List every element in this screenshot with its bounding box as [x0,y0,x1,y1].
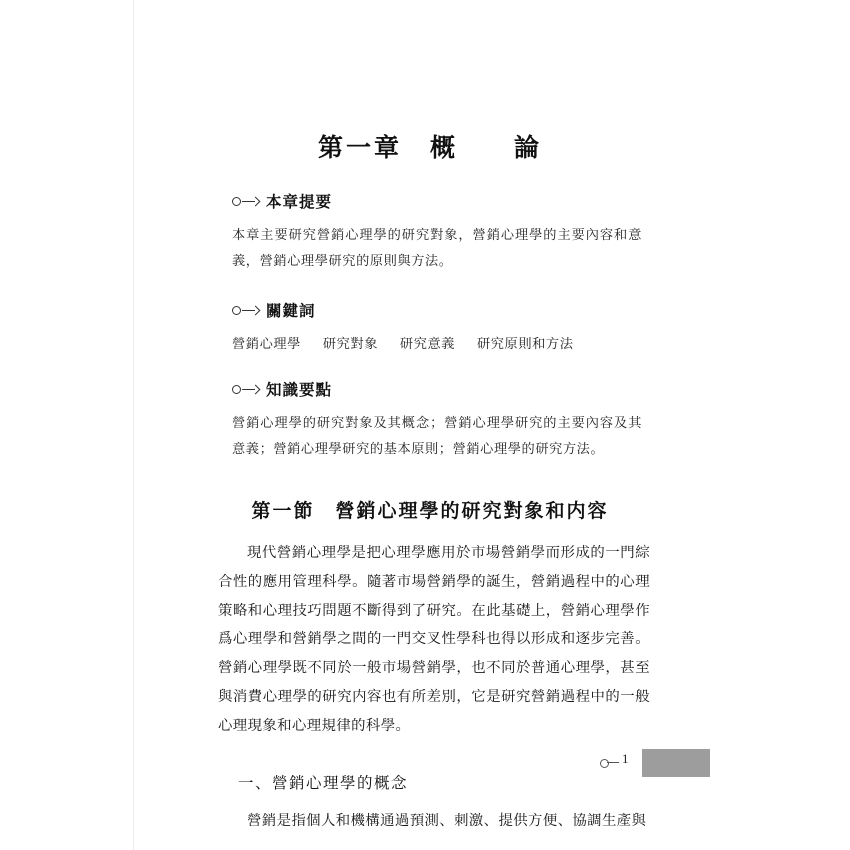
section-marker-label: 知識要點 [266,382,333,400]
keyword-item: 研究意義 [399,336,456,352]
page-number: 1 [622,751,629,766]
footer-rule-line [607,762,619,763]
section-marker-knowledge-points [232,378,710,400]
footer-dot-icon [600,759,609,768]
sub-heading: 一、營銷心理學的概念 [238,774,409,792]
section-marker-label: 本章提要 [266,194,333,211]
section-marker-keywords [232,299,710,321]
arrow-bullet-icon [232,197,259,206]
keyword-item: 研究對象 [322,336,378,352]
chapter-title: 第一章 概 論 [317,135,542,162]
arrow-bullet-icon [232,306,259,315]
page-content [150,0,710,850]
section-marker-summary [232,190,710,212]
page-footer [600,748,720,778]
body-paragraph-2: 營銷是指個人和機構通過預測、刺激、提供方便、協調生產與 [247,812,647,829]
footer-decorative-block [642,749,710,777]
body-paragraph: 現代營銷心理學是把心理學應用於市場營銷學而形成的一門綜合性的應用管理科學。隨著市場營銷學的誕生，營銷過程中的心理策略和心理技巧問題不斷得到了研究。在此基礎上，營銷心理學作爲心理學和營銷學之間的一門交叉性學科也得以形成和逐步完善。營銷心理學既不同於一般市場營銷學，也不同於普通心理學，甚至與消費心理學的研究内容也有所差別，它是研究營銷過程中的一般心理現象和心理規律的科學。 [218,544,650,734]
keyword-item: 營銷心理學 [232,336,301,352]
keyword-item: 研究原則和方法 [476,336,574,352]
summary-paragraph: 本章主要研究營銷心理學的研究對象，營銷心理學的主要內容和意義，營銷心理學研究的原則與方法。 [232,227,642,268]
knowledge-points-paragraph: 營銷心理學的研究對象及其概念；營銷心理學研究的主要內容及其意義；營銷心理學研究的基本原則；營銷心理學的研究方法。 [232,415,642,457]
section-marker-label: 關鍵詞 [266,303,316,321]
arrow-bullet-icon [232,385,259,394]
section-heading: 第一節 營銷心理學的研究對象和内容 [251,500,609,522]
page-gutter-line [133,0,134,850]
keywords-list [232,333,710,352]
